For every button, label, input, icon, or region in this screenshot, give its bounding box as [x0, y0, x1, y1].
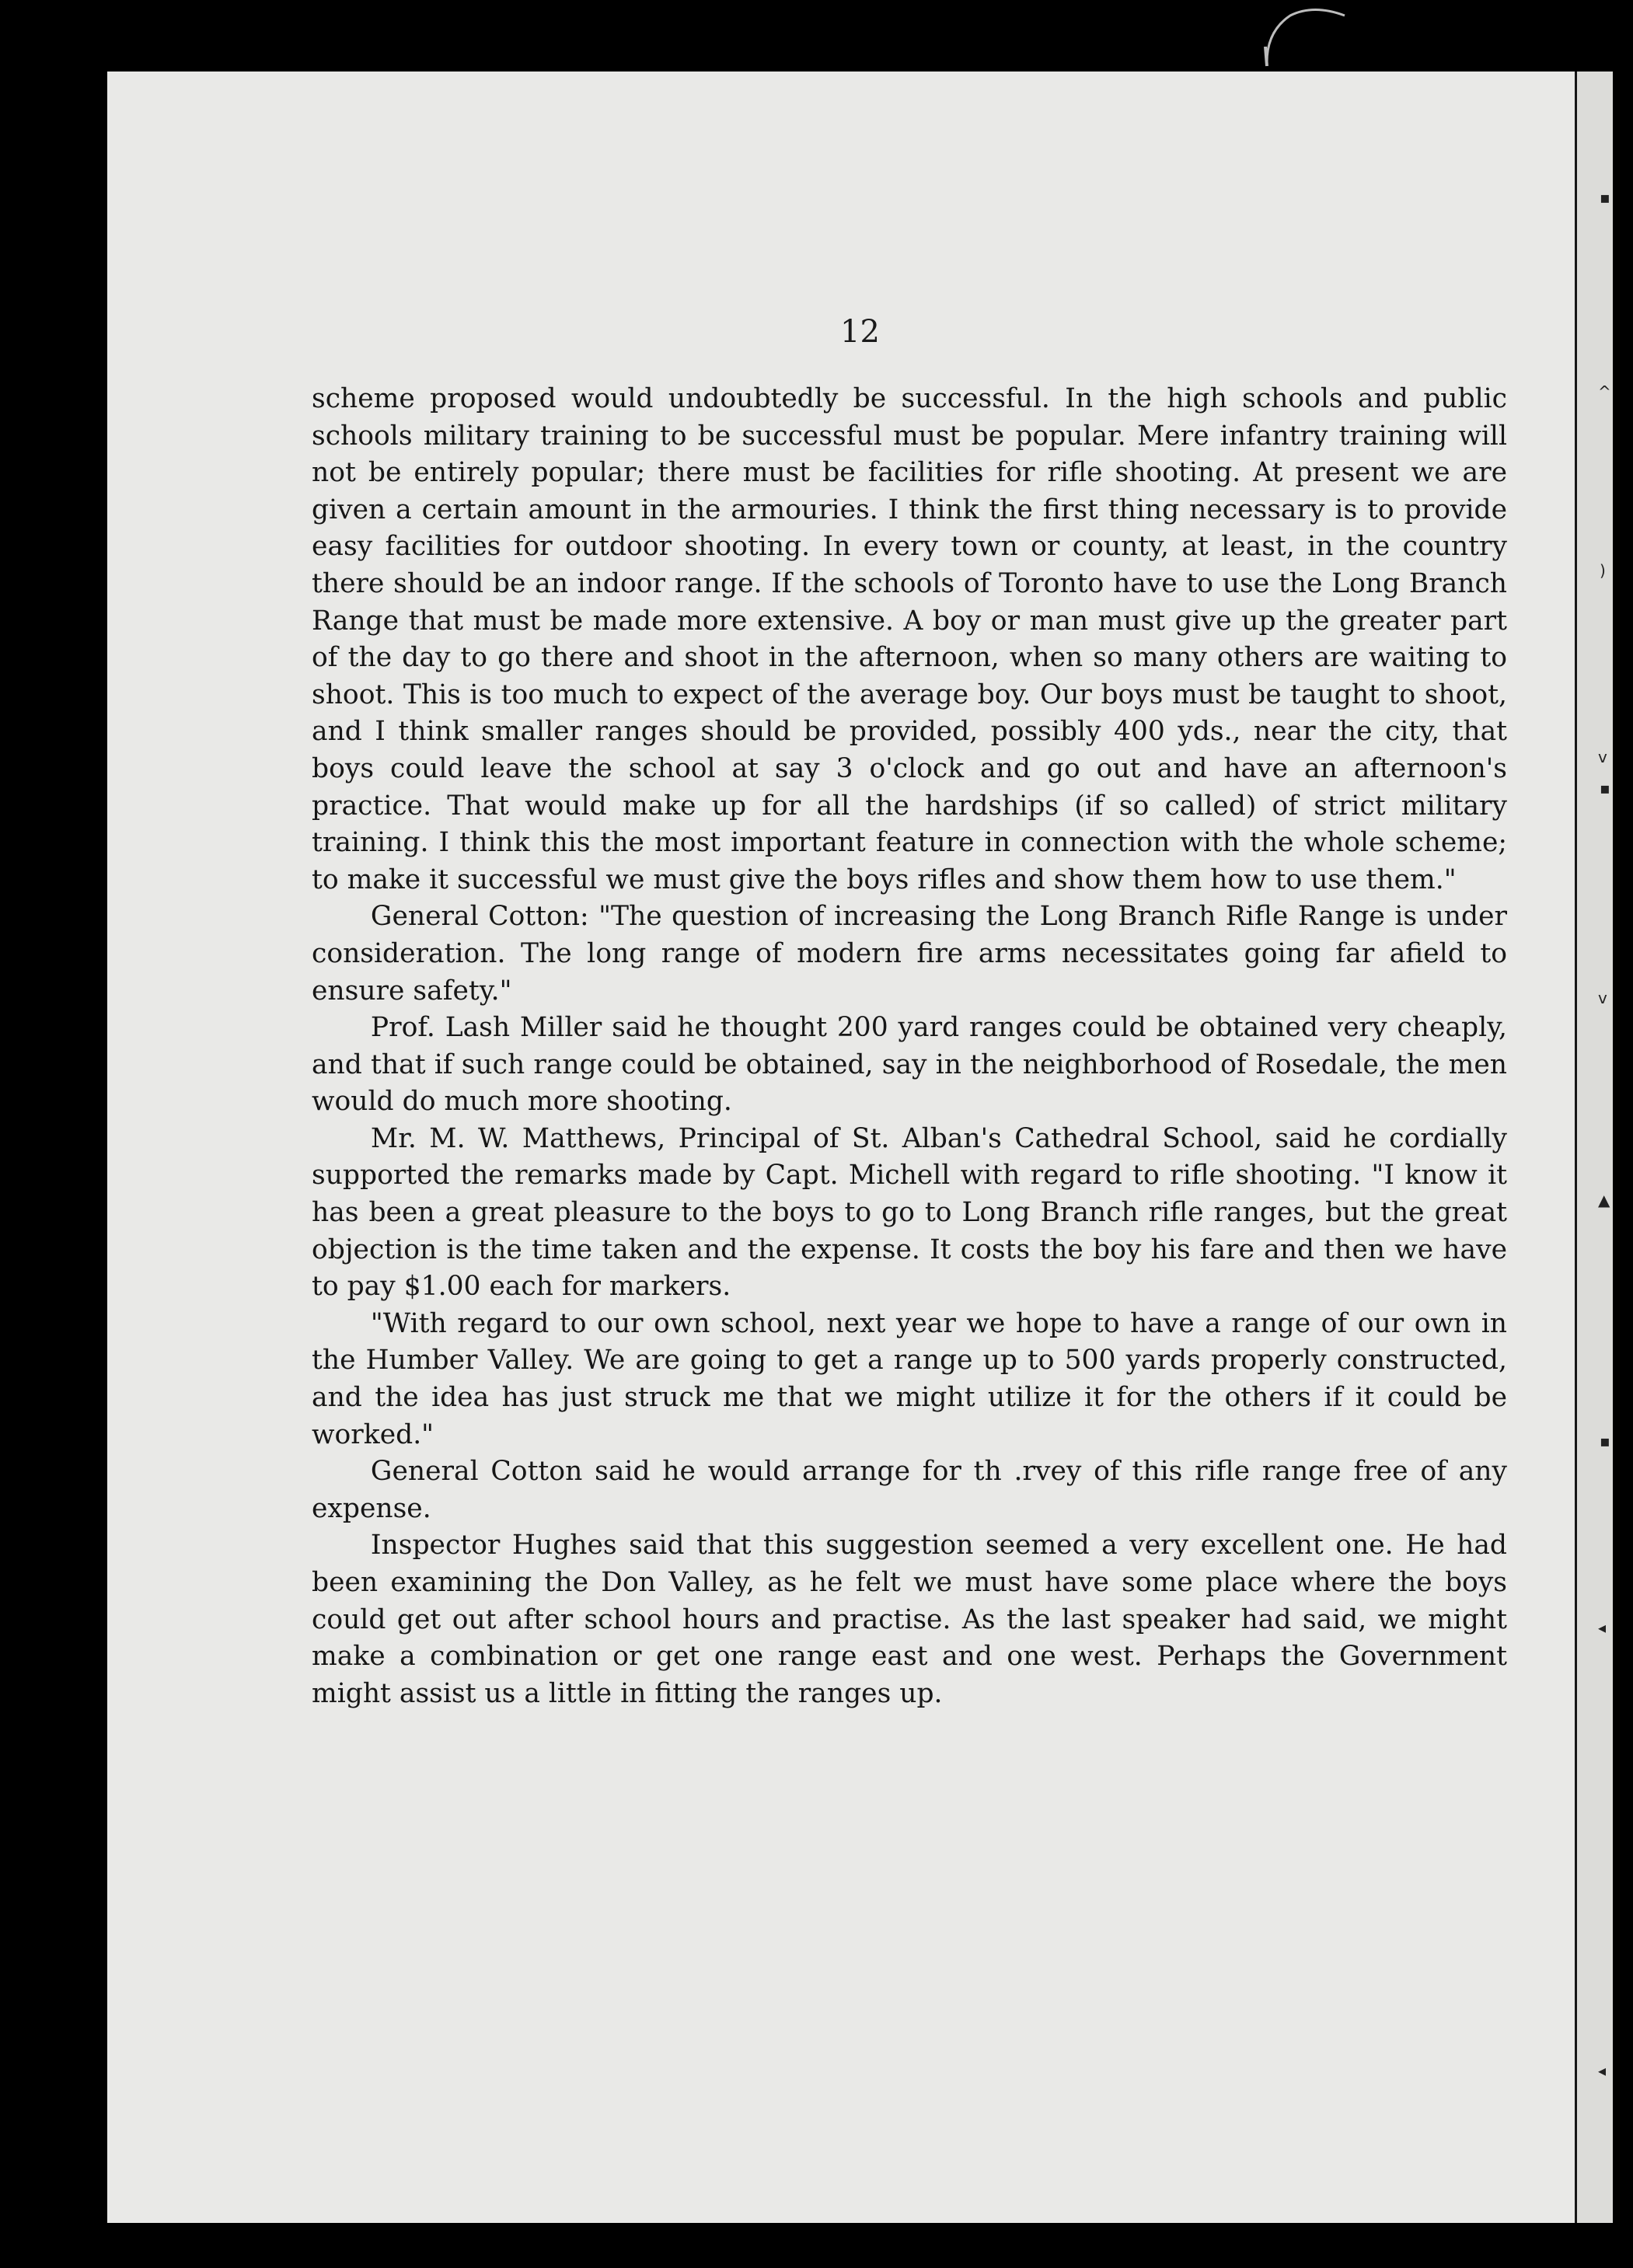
margin-speck: v — [1598, 748, 1607, 766]
paragraph-prof-lash-miller: Prof. Lash Miller said he thought 200 yard ranges could be obtained very cheaply, and that if such range could be obtained, say in the neighborhood of Rosedale, the men would do much more shooting. — [312, 1012, 1507, 1118]
margin-speck: ▪ — [1600, 188, 1610, 207]
corner-scratch-mark — [1244, 0, 1352, 70]
document-page — [107, 72, 1613, 2223]
page-number: 12 — [840, 314, 880, 350]
margin-speck: ) — [1600, 561, 1606, 580]
body-text — [312, 381, 1507, 1712]
margin-speck: v — [1598, 989, 1607, 1007]
paragraph-inspector-hughes: Inspector Hughes said that this suggestion seemed a very excellent one. He had been examining the Don Valley, as he felt we must have some place where the boys could get out after school hours and practise. As the last speaker had said, we might make a combination or get one range east and one west. Perhaps the Government might assist us a little in fitting the ranges up. — [312, 1530, 1507, 1709]
paragraph-mr-matthews: Mr. M. W. Matthews, Principal of St. Alban's Cathedral School, said he cordially supported the remarks made by Capt. Michell with regard to rifle shooting. "I know it has been a great pleasure to the boys to go to Long Branch rifle ranges, but the great objection is the time taken and the expense. It costs the boy his fare and then we have to pay $1.00 each for markers. — [312, 1122, 1507, 1303]
paragraph-continued: scheme proposed would undoubtedly be successful. In the high schools and public schools military training to be successful must be popular. Mere infantry training will not be entirely popular; there must be facilities for rifle shooting. At present we are given a certain amount in the armouries. I think the first thing necessary is to provide easy facilities for outdoor shooting. In every town or county, at least, in the country there should be an indoor range. If the schools of Toronto have to use the Long Branch Range that must be made more extensive. A boy or man must give up the greater part of the day to go there and shoot in the afternoon, when so many others are waiting to shoot. This is too much to expect of the average boy. Our boys must be taught to shoot, and I think smaller ranges should be provided, possibly 400 yds., near the city, that boys could leave the school at say 3 o'clock and go out and have an afternoon's practice. That would make up for all the hardships (if so called) of strict military training. I think this the most important feature in connection with the whole scheme; to make it successful we must give the boys rifles and show them how to use them." — [312, 383, 1507, 895]
paragraph-general-cotton-survey: General Cotton said he would arrange for th .rvey of this rifle range free of any expense. — [312, 1456, 1507, 1524]
margin-speck: ◂ — [1598, 2061, 1607, 2080]
paragraph-own-school: "With regard to our own school, next year we hope to have a range of our own in the Humber Valley. We are going to get a range up to 500 yards properly constructed, and the idea has just struck me that we might utilize it for the others if it could be worked." — [312, 1307, 1507, 1450]
margin-speck: ^ — [1598, 382, 1611, 401]
margin-speck: ◂ — [1598, 1618, 1607, 1637]
margin-speck: ▪ — [1600, 779, 1610, 797]
margin-speck: ▲ — [1598, 1191, 1610, 1209]
paragraph-general-cotton: General Cotton: "The question of increasing the Long Branch Rifle Range is under consideration. The long range of modern fire arms necessitates going far afield to ensure safety." — [312, 901, 1507, 1007]
margin-speck: ▪ — [1600, 1432, 1610, 1450]
